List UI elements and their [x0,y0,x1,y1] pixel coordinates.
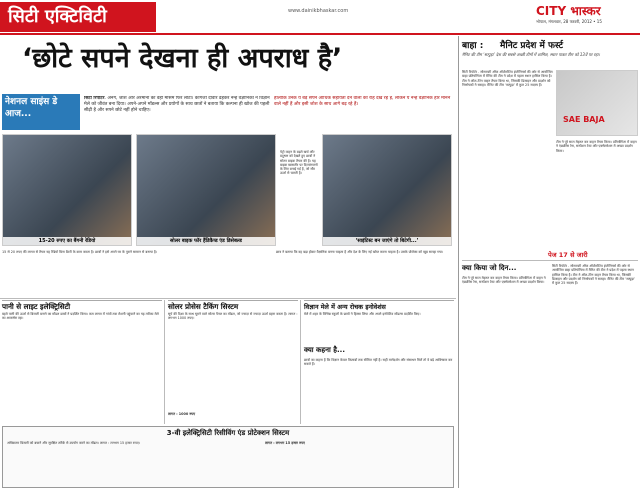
three-v-cost: लागत : लगभग 15 हजार रुपए [265,441,305,445]
scientist-text: छात्र ने बताया कि वह बड़ा होकर वैज्ञानिक बनना चाहता है और देश के लिए नई खोज करना चाहता है। उसके प्रोजेक्ट को खूब सराहा गया। [276,250,444,254]
intro-reporter: सिटी रिपोर्टर [84,96,105,101]
what-to-do-heading: क्या किया जो दिन... [462,264,517,272]
scientist-photo [322,134,452,246]
solar-tracking-cost: लागत : 1000 रुपए [168,412,196,416]
solar-bike-caption: सोलर बाइक फॉर हैंडिकैप्ड एंड डिसेबल्ड [137,237,275,245]
what-they-say-body: छात्रों का कहना है कि विज्ञान केवल किताबों तक सीमित नहीं है। सही मार्गदर्शन और संसाधन मिलें तो वे बड़े आविष्कार कर सकते हैं। [304,358,453,367]
website-url[interactable]: www.dainikbhaskar.com [288,8,349,14]
what-they-say-heading: क्या कहना है... [304,346,345,354]
main-headline: ‘छोटे सपने देखना ही अपराध है’ [22,43,343,74]
intro-paragraph [84,96,270,132]
three-v-box [2,426,454,488]
water-electricity-body: बहते पानी की ऊर्जा से बिजली बनाने का मॉडल छात्रों ने प्रदर्शित किया। कम लागत में गांवों तक रोशनी पहुंचाने का यह तरीका मेले का आकर्षण रहा। [2,312,159,321]
fair-innovations-heading: विज्ञान मेले में अन्य रोचक इनोवेशंस [304,300,454,311]
solar-tracking-heading: सोलर प्रोसेस टैकिंग सिस्टम [168,300,298,312]
section-title-banner: सिटी एक्टिविटी [0,2,156,32]
maint-lede: मैनिट की टीम ‘सत्पुड़ा’ देश की सबसे अच्छी टीमों में शामिल, स्थान पाकर टीम को 13वें पर रहा। [462,52,600,57]
right-column-continued: सिटी रिपोर्टर . सोसायटी ऑफ ऑटोमोटिव इंजीनियर्स की ओर से आयोजित बाहा प्रतियोगिता में मैनिट की टीम ने प्रदेश में पहला स्थान हासिल किया है। टीम ने ऑल-टेरेन वाहन तैयार किया था, जिसकी डिजाइन और प्रदर्शन को निर्णायकों ने सराहा। मैनिट की टीम ‘सत्पुड़ा’ में कुल 25 सदस्य हैं। [552,264,636,286]
kicker-science-day: नेशनल साइंस डे आज... [2,94,80,130]
solar-bike-photo [136,134,276,246]
baja-car-photo [556,70,638,136]
maint-kicker: बाहा : [462,41,484,51]
intro-body: . अनंग, जोश और अरमानों का वही मौसम फिर लौटा। कागजी दीवारें ढहकर नन्हे वैज्ञानिकों ने विज्ञान मेले को जीवंत बना दिया। अपने-अपने मॉडल्स और प्रयोगों के साथ छात्रों ने बताया कि कल्पना ही खोज की पहली सीढ़ी है और सपने छोटे नहीं होने चाहिए। [84,96,270,113]
intro-quote: हालांकि उनके ये बड़े सपने आर्थिक सहायता देने वालों की राह देख रहे हैं, लेकिन ये नन्हे वैज्ञानिक हार मानने वाले नहीं हैं और इसी जोश के साथ आगे बढ़ रहे हैं। [274,96,451,107]
fair-innovations-body: मेले में शहर के विभिन्न स्कूलों के छात्रों ने हिस्सा लिया और अपने इनोवेटिव मॉडल्स प्रदर्शित किए। [304,312,421,316]
radio-photo [2,134,132,246]
solar-tracking-body: सूर्य की दिशा के साथ घूमने वाले सोलर पैनल का मॉडल, जो ज्यादा से ज्यादा ऊर्जा ग्रहण करता है। लागत : लगभग 1000 रुपए। [168,312,298,321]
radio-photo-caption: 15-20 रुपए का बैंगनी रेडियो [3,237,131,245]
maint-headline: मैनिट प्रदेश में फर्स्ट [500,41,564,51]
scientist-caption: ‘साइंटिस्ट बन जाएंगे तो बिटेगी...’ [323,237,451,245]
maint-body: सिटी रिपोर्टर . सोसायटी ऑफ ऑटोमोटिव इंजीनियर्स की ओर से आयोजित बाहा प्रतियोगिता में मैनिट की टीम ने प्रदेश में पहला स्थान हासिल किया है। टीम ने ऑल-टेरेन वाहन तैयार किया था, जिसकी डिजाइन और प्रदर्शन को निर्णायकों ने सराहा। मैनिट की टीम ‘सत्पुड़ा’ में कुल 25 सदस्य हैं। [462,70,553,87]
what-to-do-body: टीम ने पूरे साल मेहनत कर वाहन तैयार किया। प्रतियोगिता में वाहन ने एंड्योरेंस रेस, सस्पेंशन टेस्ट और एक्सेलरेशन में अच्छा प्रदर्शन किया। [462,276,546,285]
three-v-body: अधिकतम बिजली को बचाने और सुरक्षित तरीके से उपयोग करने का मॉडल। लागत : लगभग 15 हजार रुपए। [7,441,141,445]
brand-logo: CITY भास्कर [536,4,601,18]
radio-text: 15 से 20 रुपए की लागत से तैयार यह रेडियो बिना बैटरी के काम करता है। छात्रों ने इसे अपने घर के पुराने सामान से बनाया है। [2,250,158,254]
dateline: भोपाल, मंगलवार, 28 फरवरी, 2012 • 15 [536,19,602,24]
baja-logo: SAE BAJA [563,115,605,124]
baja-side-text: टीम ने पूरे साल मेहनत कर वाहन तैयार किया। प्रतियोगिता में वाहन ने एंड्योरेंस रेस, सस्पेंशन टेस्ट और एक्सेलरेशन में अच्छा प्रदर्शन किया। [556,140,637,153]
continue-badge[interactable]: पेज 17 से जारी [548,251,588,259]
solar-bike-text: पेट्रो वाहन के बढ़ते खर्च और प्रदूषण को देखते हुए छात्रों ने सोलर बाइक तैयार की है। यह बाइक खासतौर पर दिव्यांगजनों के लिए बनाई गई है, जो सौर ऊर्जा से चलती है। [280,150,318,176]
water-electricity-heading: पानी से लाइट इलेक्ट्रिसिटी [2,300,162,312]
three-v-heading: 3-वी इलेक्ट्रिसिटी रिसीविंग एंड प्रोटेक्शन सिस्टम [166,429,290,437]
